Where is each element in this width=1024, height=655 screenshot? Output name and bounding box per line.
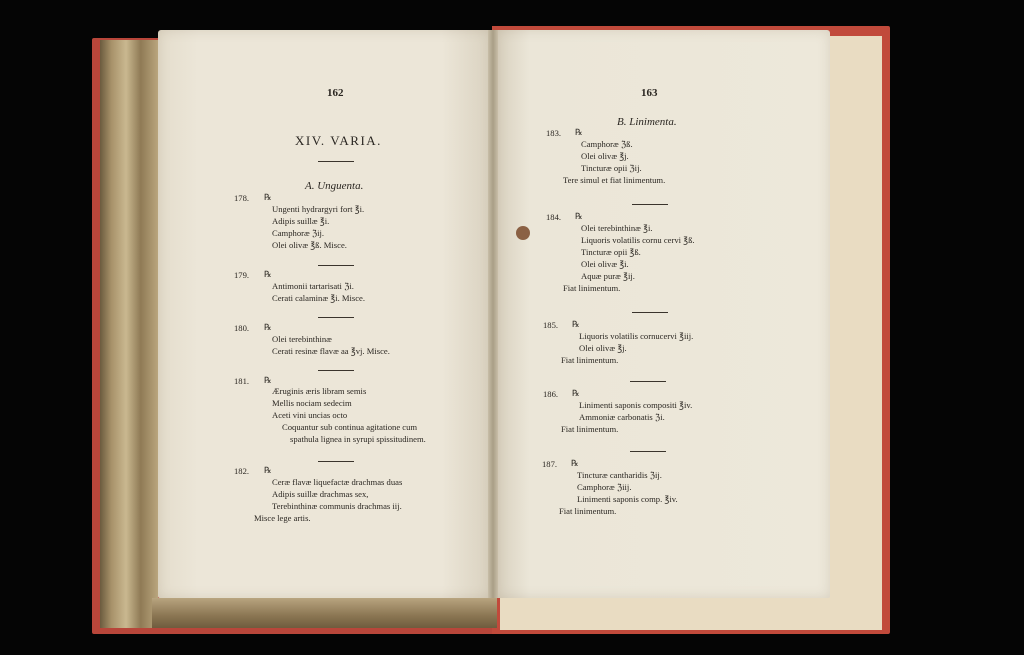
rx-symbol: ℞: [264, 322, 272, 332]
recipe-line: Tere simul et fiat linimentum.: [563, 175, 666, 185]
recipe-line: Ammoniæ carbonatis ℨi.: [579, 412, 665, 422]
divider: [318, 370, 354, 371]
section-title: XIV. VARIA.: [295, 133, 382, 148]
recipe-line: Linimenti saponis comp. ℥iv.: [577, 494, 678, 504]
recipe-line: Olei olivæ ℥ß. Misce.: [272, 240, 347, 250]
page-edges-bottom: [152, 598, 497, 628]
divider: [630, 381, 666, 382]
recipe-line: Camphoræ ℨiij.: [577, 482, 632, 492]
recipe-line: Tincturæ opii ℥ß.: [581, 247, 641, 257]
rx-symbol: ℞: [572, 319, 580, 329]
recipe-line: Fiat linimentum.: [561, 424, 619, 434]
book-gutter: [488, 30, 498, 598]
recipe-number: 179.: [234, 270, 250, 280]
page-number-right: 163: [641, 87, 658, 99]
recipe-line: Aquæ puræ ℥ij.: [581, 271, 635, 281]
recipe-line: Olei olivæ ℥j.: [581, 151, 629, 161]
divider: [318, 317, 354, 318]
recipe-line: Cerati resinæ flavæ aa ℥vj. Misce.: [272, 346, 390, 356]
recipe-number: 185.: [543, 320, 559, 330]
recipe-number: 184.: [546, 212, 562, 222]
ink-spot: [516, 226, 530, 240]
open-book: [92, 26, 890, 634]
recipe-number: 186.: [543, 389, 559, 399]
divider: [318, 161, 354, 162]
recipe-line: Adipis suillæ drachmas sex,: [272, 489, 369, 499]
recipe-line: Fiat linimentum.: [561, 355, 619, 365]
recipe-line: Fiat linimentum.: [559, 506, 617, 516]
divider: [630, 451, 666, 452]
left-page: [158, 30, 492, 598]
recipe-number: 181.: [234, 376, 250, 386]
recipe-number: 183.: [546, 128, 562, 138]
recipe-line: Aceti vini uncias octo: [272, 410, 348, 420]
page-edges-left: [100, 40, 158, 628]
recipe-line: Olei olivæ ℥j.: [579, 343, 627, 353]
divider: [318, 265, 354, 266]
recipe-line: Tincturæ opii ℨij.: [581, 163, 642, 173]
recipe-line: Olei terebinthinæ ℥i.: [581, 223, 653, 233]
recipe-line: Camphoræ ℨß.: [581, 139, 633, 149]
recipe-line: Liquoris volatilis cornu cervi ℥ß.: [581, 235, 695, 245]
recipe-line: Antimonii tartarisati ℨi.: [272, 281, 354, 291]
recipe-line: Coquantur sub continua agitatione cum: [282, 422, 418, 432]
recipe-line: Camphoræ ℨij.: [272, 228, 325, 238]
recipe-line: Fiat linimentum.: [563, 283, 621, 293]
divider: [318, 461, 354, 462]
recipe-line: Olei terebinthinæ: [272, 334, 332, 344]
recipe-line: Ungenti hydrargyri fort ℥i.: [272, 204, 365, 214]
recipe-number: 178.: [234, 193, 250, 203]
rx-symbol: ℞: [264, 192, 272, 202]
rx-symbol: ℞: [571, 458, 579, 468]
recipe-line: Terebinthinæ communis drachmas iij.: [272, 501, 402, 511]
recipe-line: Adipis suillæ ℥i.: [272, 216, 330, 226]
rx-symbol: ℞: [264, 375, 272, 385]
divider: [632, 312, 668, 313]
recipe-line: Ceræ flavæ liquefactæ drachmas duas: [272, 477, 403, 487]
subsection-title-right: B. Linimenta.: [617, 116, 677, 128]
rx-symbol: ℞: [264, 465, 272, 475]
recipe-number: 187.: [542, 459, 558, 469]
recipe-line: Mellis nociam sedecim: [272, 398, 352, 408]
recipe-line: Olei olivæ ℥i.: [581, 259, 629, 269]
recipe-line: Æruginis æris libram semis: [272, 386, 367, 396]
rx-symbol: ℞: [575, 211, 583, 221]
recipe-line: Tincturæ cantharidis ℨij.: [577, 470, 662, 480]
recipe-line: Cerati calaminæ ℥i. Misce.: [272, 293, 366, 303]
rx-symbol: ℞: [575, 127, 583, 137]
subsection-title-left: A. Unguenta.: [305, 180, 364, 192]
divider: [632, 204, 668, 205]
rx-symbol: ℞: [572, 388, 580, 398]
recipe-line: Linimenti saponis compositi ℥iv.: [579, 400, 693, 410]
recipe-line: Misce lege artis.: [254, 513, 311, 523]
rx-symbol: ℞: [264, 269, 272, 279]
recipe-number: 180.: [234, 323, 250, 333]
page-number-left: 162: [327, 87, 344, 99]
recipe-number: 182.: [234, 466, 250, 476]
recipe-line: spathula lignea in syrupi spissitudinem.: [290, 434, 426, 444]
recipe-line: Liquoris volatilis cornucervi ℥iij.: [579, 331, 694, 341]
